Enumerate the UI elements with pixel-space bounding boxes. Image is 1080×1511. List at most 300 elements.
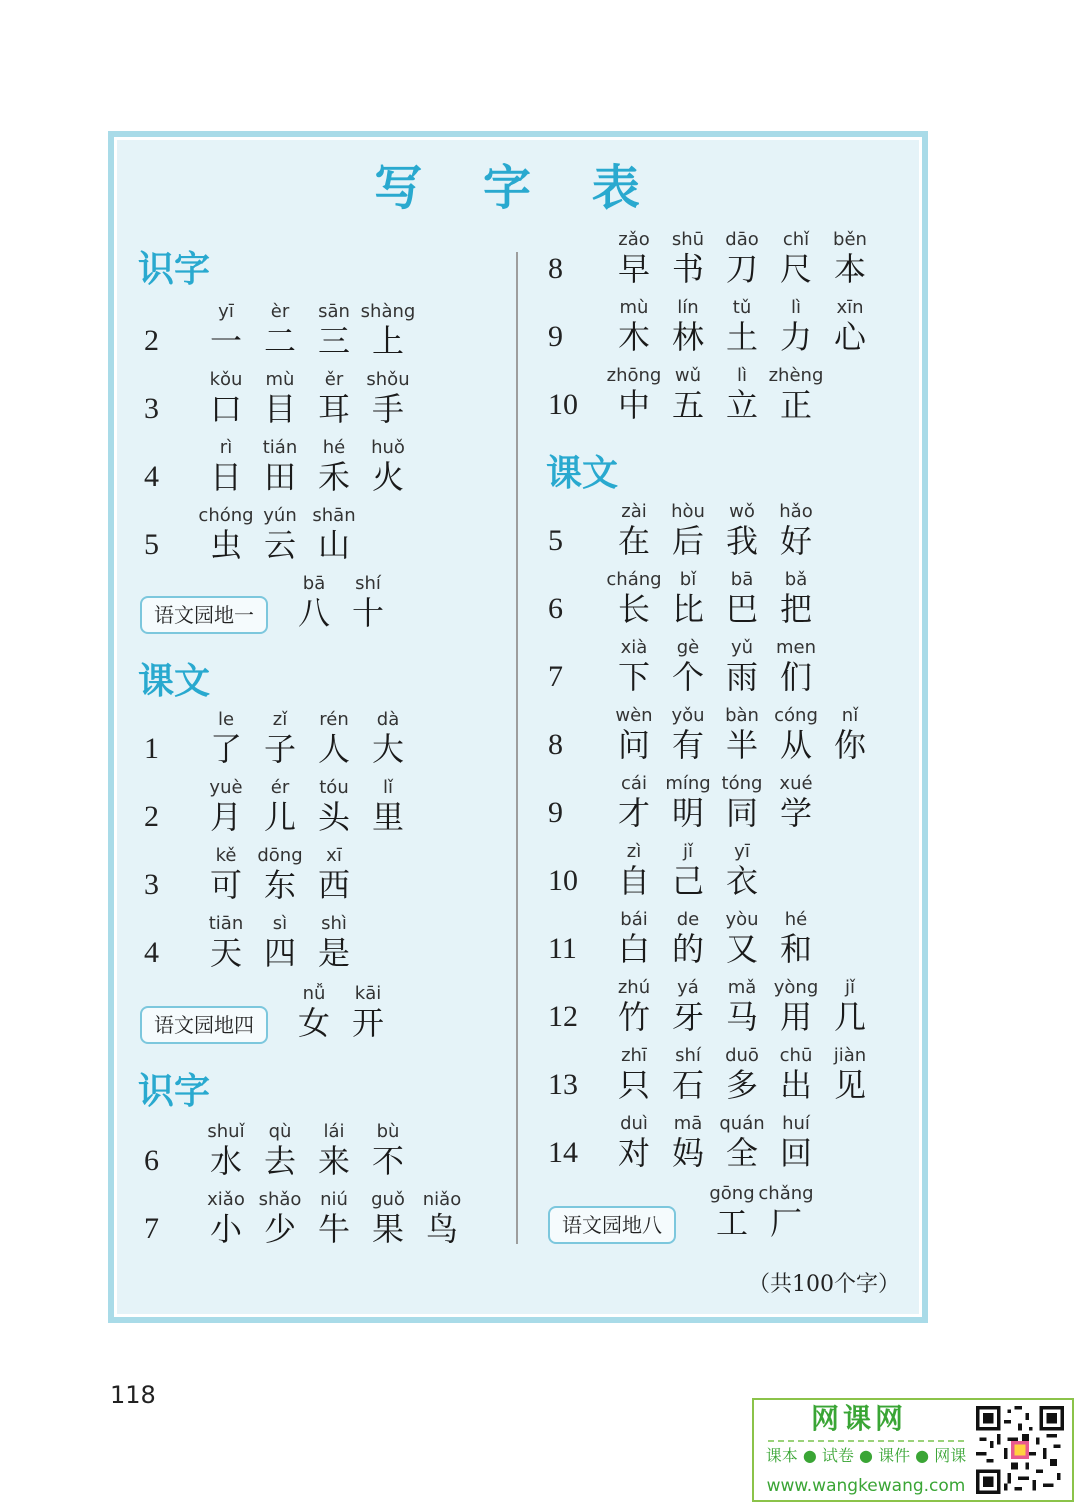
character-cell xyxy=(659,230,717,288)
hanzi: 马 xyxy=(725,998,758,1036)
pinyin: yǒu xyxy=(671,705,705,726)
character-cell xyxy=(713,638,771,696)
pinyin: quán xyxy=(719,1113,765,1134)
hanzi: 日 xyxy=(209,458,242,496)
character-cell xyxy=(821,230,879,288)
character-cell xyxy=(605,842,663,900)
hanzi: 尺 xyxy=(779,250,812,288)
hanzi: 又 xyxy=(725,930,758,968)
character-cell xyxy=(605,638,663,696)
character-cell xyxy=(713,570,771,628)
pinyin: duì xyxy=(620,1113,648,1134)
watermark-title: 网课网 xyxy=(810,1402,907,1435)
lesson-number: 7 xyxy=(548,660,563,693)
character-cell xyxy=(713,842,771,900)
pinyin: huí xyxy=(782,1113,810,1134)
character-cell xyxy=(713,298,771,356)
watermark-badge xyxy=(752,1398,1074,1502)
section-heading: 识字 xyxy=(138,249,211,290)
pinyin: de xyxy=(676,909,700,930)
character-cell xyxy=(305,506,363,564)
character-cell xyxy=(605,978,663,1036)
character-cell xyxy=(359,302,417,360)
character-cell xyxy=(767,978,825,1036)
character-cell xyxy=(251,846,309,904)
hanzi: 去 xyxy=(263,1142,296,1180)
pinyin: kāi xyxy=(354,983,382,1004)
character-cell xyxy=(251,914,309,972)
pinyin: shì xyxy=(321,913,347,934)
character-cell xyxy=(659,298,717,356)
hanzi: 几 xyxy=(833,998,866,1036)
character-cell xyxy=(767,502,825,560)
hanzi: 禾 xyxy=(317,458,350,496)
pinyin: duō xyxy=(725,1045,759,1066)
character-cell xyxy=(359,778,417,836)
pinyin: rén xyxy=(319,709,349,730)
pinyin: bǐ xyxy=(679,569,697,590)
pinyin: shǒu xyxy=(366,369,410,390)
character-cell xyxy=(767,706,825,764)
pinyin: zhú xyxy=(617,977,651,998)
character-cell xyxy=(605,230,663,288)
pinyin: tóu xyxy=(319,777,349,798)
character-cell xyxy=(767,366,825,424)
character-cell xyxy=(767,774,825,832)
hanzi: 儿 xyxy=(263,798,296,836)
character-cell xyxy=(305,1190,363,1248)
character-cell xyxy=(197,506,255,564)
garden-label: 语文园地八 xyxy=(548,1206,676,1244)
pinyin: yòu xyxy=(725,909,759,930)
hanzi: 目 xyxy=(263,390,296,428)
pinyin: shān xyxy=(312,505,356,526)
page-title: 写 字 表 xyxy=(374,160,662,216)
character-cell xyxy=(605,1046,663,1104)
pinyin: bàn xyxy=(725,705,759,726)
pinyin: dōng xyxy=(257,845,303,866)
pinyin: men xyxy=(775,637,817,658)
hanzi: 和 xyxy=(779,930,812,968)
hanzi: 心 xyxy=(833,318,866,356)
lesson-number: 13 xyxy=(548,1068,578,1101)
hanzi: 回 xyxy=(779,1134,812,1172)
page-number: 118 xyxy=(110,1381,156,1409)
character-cell xyxy=(359,1190,417,1248)
lesson-number: 11 xyxy=(548,932,577,965)
pinyin: zǎo xyxy=(618,229,650,250)
pinyin: lǐ xyxy=(382,777,393,798)
pinyin: zhèng xyxy=(768,365,824,386)
hanzi: 半 xyxy=(725,726,758,764)
character-cell xyxy=(197,302,255,360)
character-cell xyxy=(197,438,255,496)
character-cell xyxy=(305,778,363,836)
hanzi: 雨 xyxy=(725,658,758,696)
pinyin: niǎo xyxy=(422,1189,462,1210)
hanzi: 大 xyxy=(371,730,404,768)
pinyin: shí xyxy=(355,573,381,594)
pinyin: shǎo xyxy=(258,1189,302,1210)
character-cell xyxy=(197,846,255,904)
hanzi: 的 xyxy=(671,930,704,968)
pinyin: shàng xyxy=(360,301,416,322)
character-cell xyxy=(713,706,771,764)
hanzi: 刀 xyxy=(725,250,758,288)
character-cell xyxy=(767,1114,825,1172)
character-cell xyxy=(605,706,663,764)
character-cell xyxy=(713,1046,771,1104)
pinyin: guǒ xyxy=(371,1189,405,1210)
hanzi: 十 xyxy=(351,594,384,632)
pinyin: yòng xyxy=(773,977,819,998)
lesson-number: 14 xyxy=(548,1136,578,1169)
character-cell xyxy=(703,1184,761,1242)
pinyin: chóng xyxy=(198,505,254,526)
character-cell xyxy=(197,778,255,836)
hanzi: 衣 xyxy=(725,862,758,900)
pinyin: kě xyxy=(215,845,237,866)
hanzi: 四 xyxy=(263,934,296,972)
hanzi: 田 xyxy=(263,458,296,496)
pinyin: gōng xyxy=(709,1183,755,1204)
hanzi: 用 xyxy=(779,998,812,1036)
hanzi: 见 xyxy=(833,1066,866,1104)
pinyin: xīn xyxy=(836,297,864,318)
hanzi: 牛 xyxy=(317,1210,350,1248)
pinyin: dāo xyxy=(725,229,759,250)
hanzi: 竹 xyxy=(617,998,650,1036)
lesson-number: 3 xyxy=(144,868,159,901)
lesson-number: 8 xyxy=(548,728,563,761)
hanzi: 把 xyxy=(779,590,812,628)
section-heading: 识字 xyxy=(138,1071,211,1112)
pinyin: shuǐ xyxy=(207,1121,245,1142)
pinyin: zǐ xyxy=(272,709,288,730)
pinyin: èr xyxy=(270,301,290,322)
character-cell xyxy=(197,370,255,428)
hanzi: 厂 xyxy=(769,1204,802,1242)
pinyin: zhōng xyxy=(606,365,662,386)
pinyin: sān xyxy=(318,301,350,322)
hanzi: 中 xyxy=(617,386,650,424)
lesson-number: 2 xyxy=(144,324,159,357)
hanzi: 在 xyxy=(617,522,650,560)
hanzi: 虫 xyxy=(209,526,242,564)
pinyin: tǔ xyxy=(732,297,752,318)
character-cell xyxy=(251,370,309,428)
pinyin: tóng xyxy=(721,773,763,794)
lesson-number: 2 xyxy=(144,800,159,833)
character-cell xyxy=(359,1122,417,1180)
character-cell xyxy=(713,502,771,560)
hanzi: 可 xyxy=(209,866,242,904)
pinyin: jiàn xyxy=(833,1045,867,1066)
character-cell xyxy=(767,298,825,356)
character-cell xyxy=(659,570,717,628)
hanzi: 西 xyxy=(317,866,350,904)
hanzi: 个 xyxy=(671,658,704,696)
hanzi: 后 xyxy=(671,522,704,560)
character-cell xyxy=(305,846,363,904)
character-cell xyxy=(757,1184,815,1242)
hanzi: 才 xyxy=(617,794,650,832)
character-cell xyxy=(605,774,663,832)
character-cell xyxy=(659,502,717,560)
hanzi: 来 xyxy=(317,1142,350,1180)
pinyin: xī xyxy=(326,845,342,866)
character-cell xyxy=(605,366,663,424)
lesson-number: 9 xyxy=(548,796,563,829)
pinyin: hé xyxy=(322,437,346,458)
hanzi: 有 xyxy=(671,726,704,764)
character-cell xyxy=(713,774,771,832)
pinyin: shí xyxy=(675,1045,701,1066)
hanzi: 是 xyxy=(317,934,350,972)
hanzi: 上 xyxy=(371,322,404,360)
pinyin: hòu xyxy=(671,501,705,522)
character-cell xyxy=(713,910,771,968)
garden-label: 语文园地四 xyxy=(140,1006,268,1044)
character-cell xyxy=(197,914,255,972)
character-cell xyxy=(659,842,717,900)
pinyin: chū xyxy=(779,1045,813,1066)
pinyin: lái xyxy=(323,1121,345,1142)
hanzi: 力 xyxy=(779,318,812,356)
hanzi: 正 xyxy=(779,386,812,424)
watermark-tags: 课本 ● 试卷 ● 课件 ● 网课 xyxy=(765,1446,967,1465)
pinyin: tiān xyxy=(208,913,244,934)
character-cell xyxy=(251,302,309,360)
column-divider xyxy=(516,252,518,1244)
lesson-number: 10 xyxy=(548,864,578,897)
pinyin: xiǎo xyxy=(207,1189,245,1210)
pinyin: lì xyxy=(790,297,801,318)
hanzi: 水 xyxy=(209,1142,242,1180)
lesson-number: 8 xyxy=(548,252,563,285)
hanzi: 二 xyxy=(263,322,296,360)
pinyin: qù xyxy=(268,1121,292,1142)
character-cell xyxy=(821,298,879,356)
pinyin: nǚ xyxy=(302,983,326,1004)
hanzi: 八 xyxy=(297,594,330,632)
lesson-number: 1 xyxy=(144,732,159,765)
pinyin: mǎ xyxy=(727,977,757,998)
hanzi: 东 xyxy=(263,866,296,904)
pinyin: hǎo xyxy=(779,501,813,522)
character-cell xyxy=(359,370,417,428)
character-cell xyxy=(659,366,717,424)
pinyin: cháng xyxy=(606,569,662,590)
hanzi: 好 xyxy=(779,522,812,560)
pinyin: ér xyxy=(270,777,290,798)
pinyin: wèn xyxy=(615,705,653,726)
pinyin: yī xyxy=(218,301,234,322)
hanzi: 书 xyxy=(671,250,704,288)
hanzi: 石 xyxy=(671,1066,704,1104)
hanzi: 耳 xyxy=(317,390,350,428)
lesson-number: 9 xyxy=(548,320,563,353)
hanzi: 木 xyxy=(617,318,650,356)
pinyin: hé xyxy=(784,909,808,930)
pinyin: běn xyxy=(833,229,867,250)
hanzi: 开 xyxy=(351,1004,384,1042)
character-cell xyxy=(305,438,363,496)
pinyin: jǐ xyxy=(682,841,693,862)
hanzi: 巴 xyxy=(725,590,758,628)
character-cell xyxy=(659,1046,717,1104)
character-cell xyxy=(821,1046,879,1104)
hanzi: 天 xyxy=(209,934,242,972)
character-cell xyxy=(659,638,717,696)
hanzi: 小 xyxy=(209,1210,242,1248)
character-cell xyxy=(659,706,717,764)
pinyin: yuè xyxy=(209,777,243,798)
character-cell xyxy=(605,570,663,628)
pinyin: huǒ xyxy=(371,437,405,458)
pinyin: mā xyxy=(673,1113,703,1134)
pinyin: chǐ xyxy=(782,229,810,250)
hanzi: 里 xyxy=(371,798,404,836)
character-cell xyxy=(713,978,771,1036)
pinyin: zì xyxy=(626,841,642,862)
pinyin: cóng xyxy=(774,705,818,726)
lesson-number: 12 xyxy=(548,1000,578,1033)
watermark-url: www.wangkewang.com xyxy=(766,1476,966,1496)
pinyin: bái xyxy=(620,909,648,930)
pinyin: jǐ xyxy=(844,977,855,998)
pinyin: dà xyxy=(376,709,400,730)
character-cell xyxy=(713,230,771,288)
section-heading: 课文 xyxy=(138,661,211,702)
character-cell xyxy=(605,910,663,968)
pinyin: bā xyxy=(302,573,326,594)
hanzi: 子 xyxy=(263,730,296,768)
pinyin: bǎ xyxy=(784,569,808,590)
pinyin: gè xyxy=(676,637,700,658)
lesson-number: 10 xyxy=(548,388,578,421)
pinyin: wǔ xyxy=(674,365,702,386)
hanzi: 人 xyxy=(317,730,350,768)
pinyin: wǒ xyxy=(729,501,755,522)
pinyin: lì xyxy=(736,365,747,386)
character-cell xyxy=(767,230,825,288)
character-cell xyxy=(659,910,717,968)
hanzi: 我 xyxy=(725,522,758,560)
pinyin: bù xyxy=(376,1121,400,1142)
character-cell xyxy=(305,914,363,972)
hanzi: 学 xyxy=(779,794,812,832)
hanzi: 口 xyxy=(209,390,242,428)
hanzi: 女 xyxy=(297,1004,330,1042)
character-cell xyxy=(767,570,825,628)
character-cell xyxy=(821,978,879,1036)
character-cell xyxy=(339,984,397,1042)
character-cell xyxy=(305,302,363,360)
hanzi: 了 xyxy=(209,730,242,768)
character-cell xyxy=(305,370,363,428)
character-cell xyxy=(197,1190,255,1248)
hanzi: 同 xyxy=(725,794,758,832)
hanzi: 不 xyxy=(371,1142,404,1180)
character-cell xyxy=(197,1122,255,1180)
character-cell xyxy=(251,438,309,496)
character-cell xyxy=(251,710,309,768)
character-cell xyxy=(285,574,343,632)
pinyin: yǔ xyxy=(730,637,754,658)
pinyin: shū xyxy=(671,229,705,250)
hanzi: 己 xyxy=(671,862,704,900)
hanzi: 牙 xyxy=(671,998,704,1036)
pinyin: yī xyxy=(734,841,750,862)
pinyin: le xyxy=(217,709,235,730)
hanzi: 一 xyxy=(209,322,242,360)
pinyin: tián xyxy=(262,437,298,458)
hanzi: 鸟 xyxy=(425,1210,458,1248)
hanzi: 早 xyxy=(617,250,650,288)
character-cell xyxy=(359,710,417,768)
pinyin: yún xyxy=(263,505,297,526)
pinyin: xià xyxy=(620,637,648,658)
character-cell xyxy=(285,984,343,1042)
hanzi: 少 xyxy=(263,1210,296,1248)
character-cell xyxy=(305,710,363,768)
character-cell xyxy=(413,1190,471,1248)
pinyin: zhī xyxy=(621,1045,647,1066)
character-cell xyxy=(605,502,663,560)
character-cell xyxy=(251,506,309,564)
character-cell xyxy=(659,774,717,832)
hanzi: 火 xyxy=(371,458,404,496)
hanzi: 从 xyxy=(779,726,812,764)
character-cell xyxy=(659,1114,717,1172)
pinyin: xué xyxy=(779,773,813,794)
character-cell xyxy=(339,574,397,632)
pinyin: nǐ xyxy=(841,705,859,726)
character-cell xyxy=(251,778,309,836)
hanzi: 们 xyxy=(779,658,812,696)
hanzi: 出 xyxy=(779,1066,812,1104)
hanzi: 工 xyxy=(715,1204,748,1242)
hanzi: 本 xyxy=(833,250,866,288)
character-cell xyxy=(767,1046,825,1104)
pinyin: mù xyxy=(619,297,649,318)
character-cell xyxy=(251,1190,309,1248)
pinyin: sì xyxy=(272,913,288,934)
hanzi: 明 xyxy=(671,794,704,832)
lesson-number: 6 xyxy=(144,1144,159,1177)
character-cell xyxy=(251,1122,309,1180)
lesson-number: 4 xyxy=(144,460,159,493)
hanzi: 下 xyxy=(617,658,650,696)
hanzi: 山 xyxy=(317,526,350,564)
hanzi: 自 xyxy=(617,862,650,900)
lesson-number: 5 xyxy=(144,528,159,561)
pinyin: zài xyxy=(621,501,647,522)
character-cell xyxy=(821,706,879,764)
character-cell xyxy=(767,638,825,696)
pinyin: kǒu xyxy=(209,369,243,390)
lesson-number: 4 xyxy=(144,936,159,969)
hanzi: 手 xyxy=(371,390,404,428)
section-heading: 课文 xyxy=(546,453,619,494)
total-count: （共100个字） xyxy=(748,1272,900,1297)
pinyin: yá xyxy=(677,977,699,998)
pinyin: bā xyxy=(730,569,754,590)
lesson-number: 7 xyxy=(144,1212,159,1245)
hanzi: 林 xyxy=(671,318,704,356)
hanzi: 五 xyxy=(671,386,704,424)
